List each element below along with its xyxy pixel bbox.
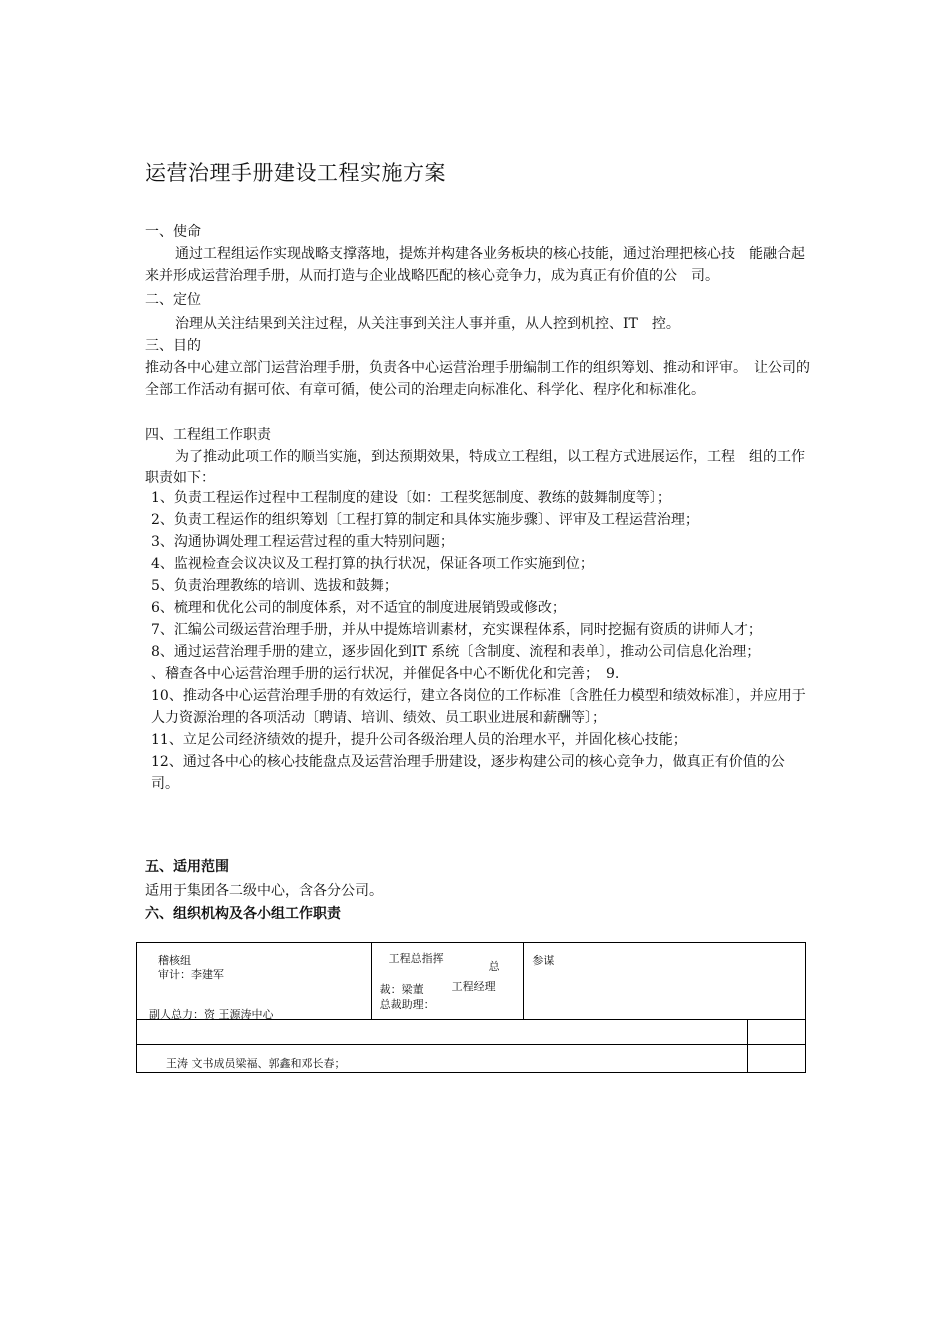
list-item: 5、负责治理教练的培训、选拔和鼓舞； — [151, 578, 398, 594]
list-item: 12、通过各中心的核心技能盘点及运营治理手册建设，逐步构建公司的核心竞争力，做真正有价值的公司。 — [151, 754, 785, 792]
project-manager-label: 工程经理 — [451, 980, 496, 993]
empty-row-side-cell — [748, 1020, 806, 1045]
section-5-heading: 五、适用范围 — [145, 859, 229, 875]
responsibilities-list — [145, 487, 810, 795]
section-3-paragraph: 推动各中心建立部门运营治理手册，负责各中心运营治理手册编制工作的组织筹划、推动和评审。 让公司的全部工作活动有据可依、有章可循，使公司的治理走向标准化、科学化、程序化和标准化。 — [145, 360, 810, 398]
list-item: 11、立足公司经济绩效的提升，提升公司各级治理人员的治理水平，并固化核心技能； — [151, 732, 687, 748]
section-4-heading: 四、工程组工作职责 — [145, 427, 271, 443]
section-2-paragraph: 治理从关注结果到关注过程，从关注事到关注人事并重，从人控到机控、IT 控。 — [175, 316, 680, 332]
list-item: 10、推动各中心运营治理手册的有效运行，建立各岗位的工作标准〔含胜任力模型和绩效标准〕，并应用于人力资源治理的各项活动〔聘请、培训、绩效、员工职业进展和薪酬等〕； — [151, 688, 806, 726]
staff-label: 参谋 — [532, 954, 555, 967]
president-label: 裁：梁董 — [379, 983, 424, 996]
president-assistant-label: 总裁助理： — [379, 998, 435, 1011]
list-item: 1、负责工程运作过程中工程制度的建设〔如：工程奖惩制度、教练的鼓舞制度等〕； — [151, 490, 671, 506]
section-2-heading: 二、定位 — [145, 292, 201, 308]
project-director-label: 工程总指挥 — [388, 952, 444, 965]
empty-row-cell — [137, 1020, 748, 1045]
audit-group-cell — [137, 943, 372, 1020]
section-1-paragraph: 通过工程组运作实现战略支撑落地，提炼并构建各业务板块的核心技能，通过治理把核心技 能融合起来并形成运营治理手册，从而打造与企业战略匹配的核心竞争力，成为真正有价值的公 司。 — [145, 246, 805, 284]
members-cell — [137, 1045, 748, 1073]
zong-char: 总 — [488, 960, 500, 973]
section-4-intro: 为了推动此项工作的顺当实施，到达预期效果，特成立工程组，以工程方式进展运作，工程 组的工作职责如下： — [145, 449, 805, 486]
list-item: 6、梳理和优化公司的制度体系，对不适宜的制度进展销毁或修改； — [151, 600, 566, 616]
document-title: 运营治理手册建设工程实施方案 — [145, 161, 446, 185]
section-6-heading: 六、组织机构及各小组工作职责 — [145, 906, 341, 922]
section-1-heading: 一、使命 — [145, 224, 201, 240]
list-item: 2、负责工程运作的组织筹划〔工程打算的制定和具体实施步骤〕、评审及工程运营治理； — [151, 512, 699, 528]
list-item: 8、通过运营治理手册的建立，逐步固化到IT 系统〔含制度、流程和表单〕，推动公司信息化治理； — [151, 644, 761, 660]
auditor-label: 审计：李建军 — [158, 968, 224, 981]
project-director-cell — [371, 943, 524, 1020]
list-item: 4、监视检查会议决议及工程打算的执行状况，保证各项工作实施到位； — [151, 556, 594, 572]
list-item: 、稽查各中心运营治理手册的运行状况，并催促各中心不断优化和完善； 9. — [151, 666, 620, 682]
section-3-heading: 三、目的 — [145, 338, 201, 354]
audit-group-label: 稽核组 — [158, 954, 191, 967]
list-item: 3、沟通协调处理工程运营过程的重大特别问题； — [151, 534, 454, 550]
members-side-cell — [748, 1045, 806, 1073]
hr-center-label: 副人总力：资 王源涛中心 — [149, 1008, 274, 1021]
list-item: 7、汇编公司级运营治理手册，并从中提炼培训素材，充实课程体系，同时挖掘有资质的讲师人才； — [151, 622, 762, 638]
staff-cell — [524, 943, 806, 1020]
org-structure-table — [136, 942, 806, 1073]
section-5-paragraph: 适用于集团各二级中心，含各分公司。 — [145, 883, 383, 899]
members-label: 王涛 文书成员梁福、郭鑫和邓长春； — [166, 1057, 346, 1070]
